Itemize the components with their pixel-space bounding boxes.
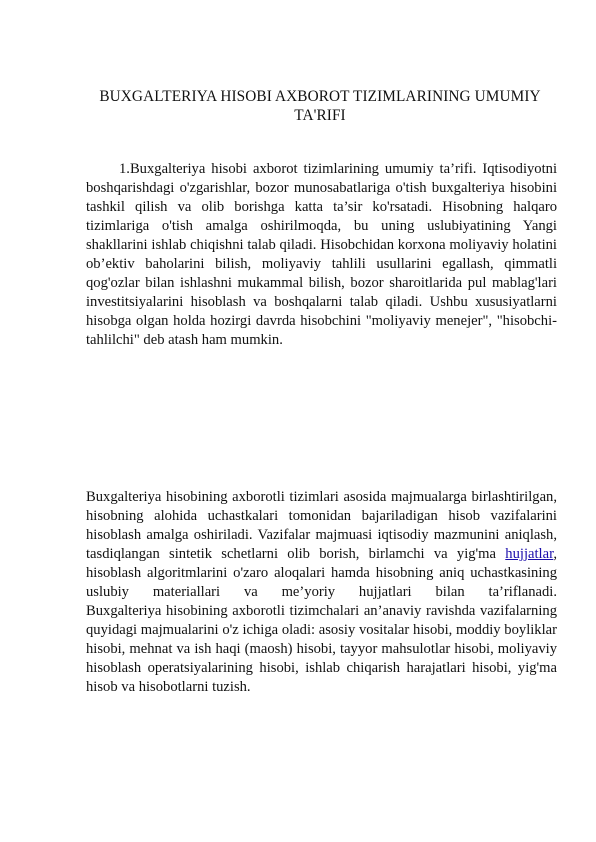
paragraph-subsystems: Buxgalteriya hisobining axborotli tizimchalari an’anaviy ravishda vazifalarning quyidagi majmualarini o'z ichiga oladi: asosiy vositalar hisobi, moddiy boyliklar hisobi, mehnat va ish haqi (maosh) hisobi, tayyor mahsulotlar hisobi, moliyaviy hisoblash operatsiyalarining hisobi, ishlab chiqarish harajatlari hisobi, yig'ma hisob va hisobotlarni tuzish. xyxy=(86,603,557,696)
paragraph-systems-body xyxy=(86,488,557,602)
paragraph-systems-text-start: Buxgalteriya hisobining axborotli tizimlari asosida majmualarga birlashtirilgan, hisobning alohida uchastkalari tomonidan bajariladigan hisob vazifalarini hisoblash amalga oshiriladi. Vazifalar majmuasi iqtisodiy mazmunini aniqlash, tasdiqlangan sintetik schetlarni olib borish, birlamchi va yig'ma xyxy=(86,489,557,563)
paragraph-systems-text-end: , hisoblash algoritmlarini o'zaro aloqalari hamda hisobning aniq uchastkasining uslubiy materiallari va me’yoriy hujjatlari bilan ta’riflanadi. xyxy=(86,546,557,601)
paragraph-systems xyxy=(86,488,557,698)
document-title: BUXGALTERIYA HISOBI AXBOROT TIZIMLARINING UMUMIY TA'RIFI xyxy=(99,88,541,124)
paragraph-intro: 1.Buxgalteriya hisobi axborot tizimlarining umumiy ta’rifi. Iqtisodiyotni boshqarishdagi o'zgarishlar, bozor munosabatlariga o'tish buxgalteriya hisobini tashkil qilish va olib borishga katta ta’sir ko'rsatadi. Hisobning halqaro tizimlariga o'tish amalga oshirilmoqda, bu uning uslubiyatining Yangi shakllarini ishlab chiqishni talab qiladi. Hisobchidan korxona moliyaviy holatini ob’ektiv baholarini bilish, moliyaviy tahlili usullarini egallash, qimmatli qog'ozlar bilan ishlashni mukammal bilish, bozor sharoitlarida pul mablag'lari investitsiyalarini hisoblash va boshqalarni talab qiladi. Ushbu xususiyatlarni hisobga olgan holda hozirgi davrda hisobchini "moliyaviy menejer", "hisobchi-tahlilchi" deb atash ham mumkin. xyxy=(86,161,557,349)
hujjatlar-link[interactable]: hujjatlar xyxy=(505,546,554,563)
